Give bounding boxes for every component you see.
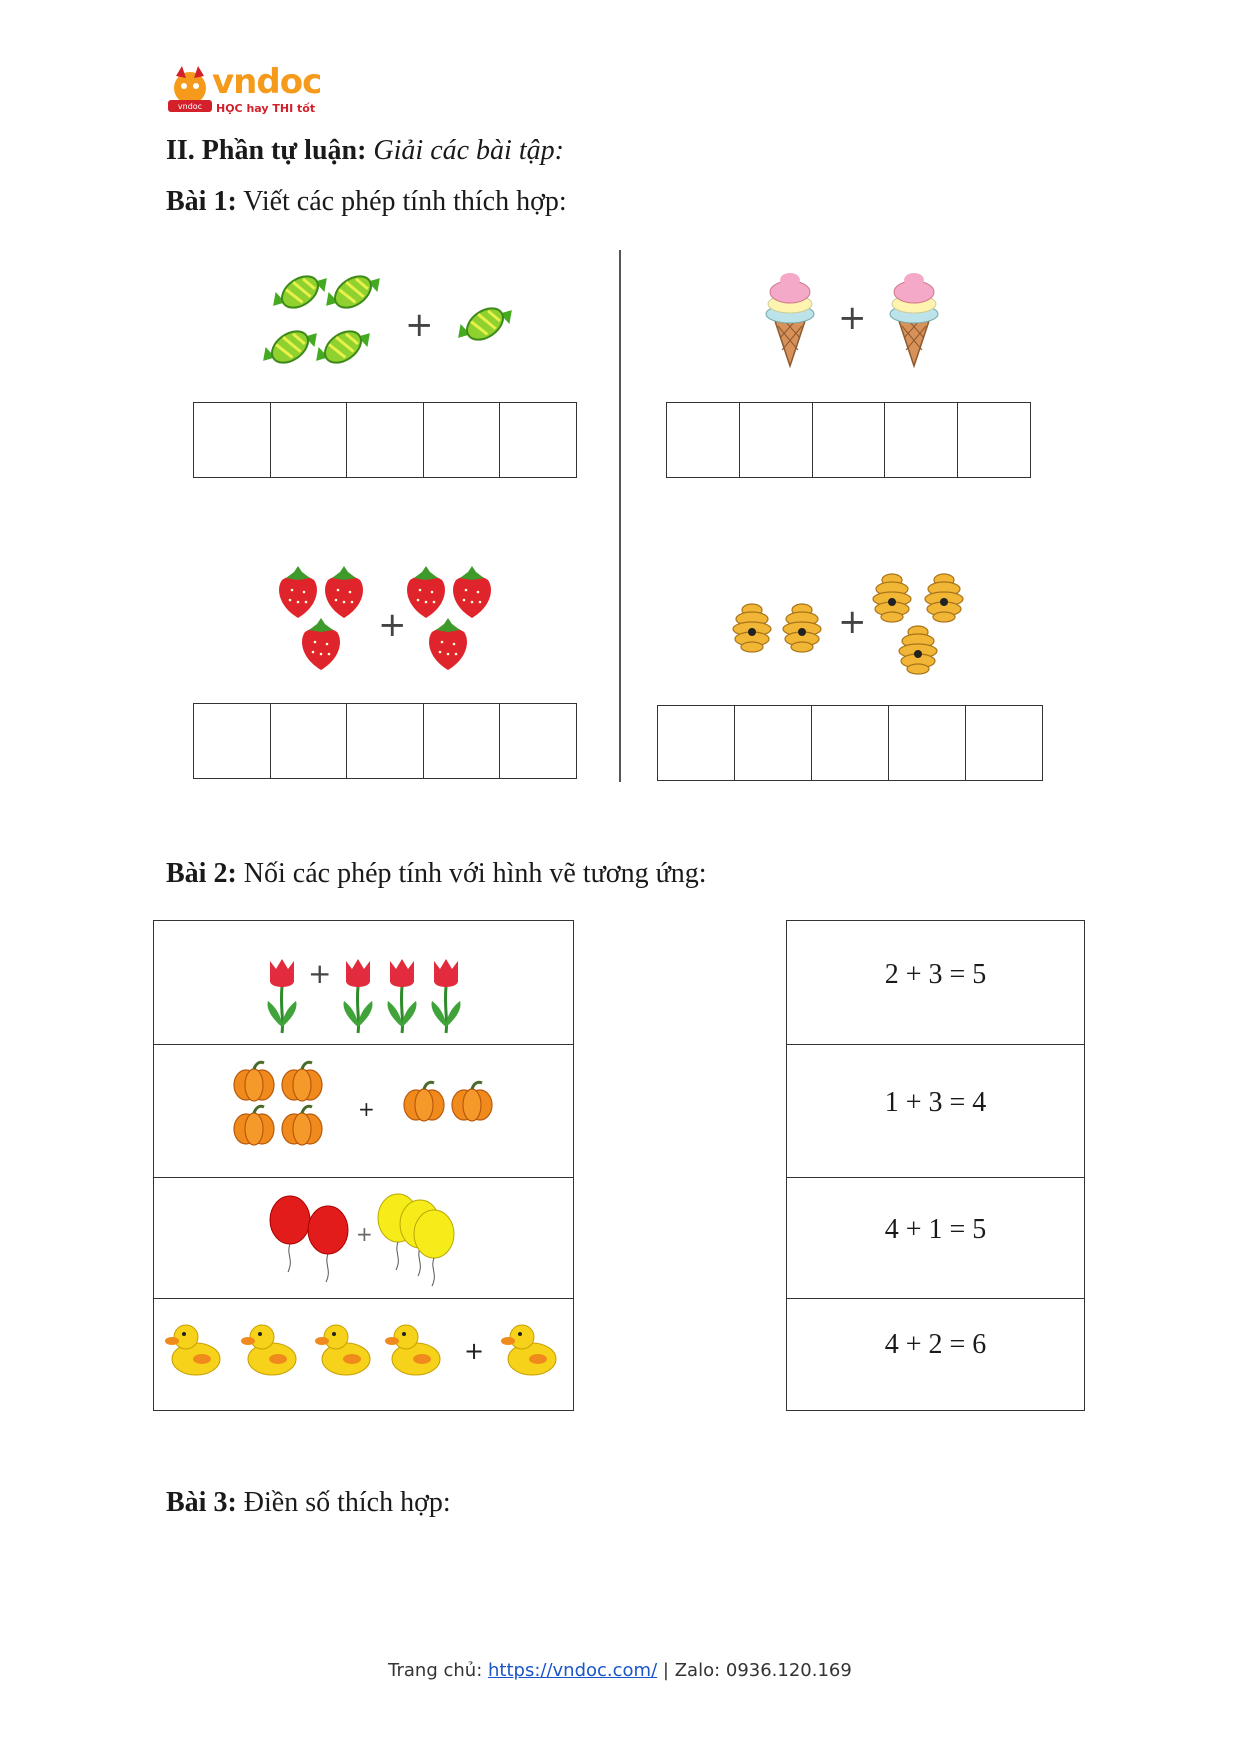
red-balloon-icon [308,1206,348,1282]
bai1-text: Viết các phép tính thích hợp: [243,186,567,217]
answer-cell[interactable] [885,403,958,478]
icecream-icon [890,273,938,366]
beehive-icon [899,626,937,674]
candy-icon [320,263,385,320]
equation-row[interactable] [787,1299,1084,1410]
section-title-italic: Giải các bài tập: [373,135,564,166]
pumpkin-icon [234,1106,274,1145]
plus-sign: + [358,1097,375,1121]
answer-cell[interactable] [966,706,1043,781]
bai3-text: Điền số thích hợp: [243,1487,451,1518]
equation-text: 4 + 2 = 6 [884,1329,987,1360]
answer-cell[interactable] [347,704,424,779]
tulip-icon [388,959,417,1033]
strawberry-icon [325,566,363,618]
footer-home-label: Trang chủ: [388,1660,483,1681]
vndoc-logo [166,62,326,122]
duck-icon [385,1325,440,1375]
duck-icon [241,1325,296,1375]
equation-row[interactable] [787,1178,1084,1299]
footer-home-link[interactable]: https://vndoc.com/ [488,1660,658,1681]
plus-sign: + [308,957,332,990]
answer-boxes[interactable] [193,703,577,779]
answer-cell[interactable] [658,706,735,781]
candy-icon [452,295,515,352]
bai1-label: Bài 1: [166,186,237,217]
duck-icon [165,1325,220,1375]
answer-cell[interactable] [812,706,889,781]
bai3-label: Bài 3: [166,1487,237,1518]
bai3-heading [166,1487,451,1519]
answer-cell[interactable] [813,403,886,478]
candy-icon [267,263,332,320]
strawberry-icon [279,566,317,618]
plus-sign: + [838,602,867,642]
logo-tagline: HỌC hay THI tốt [216,102,316,115]
plus-sign: + [356,1222,373,1246]
tulip-icon [268,959,297,1033]
pumpkin-icon [282,1062,322,1101]
equation-row[interactable] [787,1045,1084,1178]
page-footer [0,1660,1240,1681]
answer-cell[interactable] [958,403,1031,478]
plus-sign: + [378,605,407,645]
strawberry-icon [302,618,340,670]
tulip-icon [344,959,373,1033]
answer-cell[interactable] [500,704,577,779]
answer-boxes[interactable] [657,705,1043,781]
picture-row-pumpkins[interactable] [154,1045,573,1178]
icecream-icon [766,273,814,366]
picture-row-balloons[interactable] [154,1178,573,1299]
equation-row[interactable] [787,921,1084,1045]
pumpkin-icon [452,1082,492,1121]
candies-illustration [255,262,515,378]
picture-row-tulips[interactable] [154,921,573,1045]
logo-brand: vndoc [212,62,322,102]
duck-icon [315,1325,370,1375]
bai1-divider [619,250,621,782]
bai2-label: Bài 2: [166,858,237,889]
pumpkin-icon [282,1106,322,1145]
answer-cell[interactable] [735,706,812,781]
plus-sign: + [464,1337,485,1365]
pictures-table [153,920,574,1411]
picture-row-ducks[interactable] [154,1299,573,1410]
strawberry-icon [407,566,445,618]
strawberry-icon [429,618,467,670]
answer-cell[interactable] [347,403,424,478]
section-title-bold: II. Phần tự luận: [166,135,367,166]
bai1-heading [166,186,567,218]
equations-table [786,920,1085,1411]
answer-cell[interactable] [271,704,348,779]
answer-cell[interactable] [424,403,501,478]
red-balloon-icon [270,1196,310,1272]
answer-cell[interactable] [194,403,271,478]
answer-cell[interactable] [740,403,813,478]
yellow-balloon-icon [414,1210,454,1286]
tulips-illustration [154,921,573,1045]
answer-boxes[interactable] [666,402,1031,478]
footer-zalo: Zalo: 0936.120.169 [674,1660,852,1681]
footer-separator: | [662,1660,669,1681]
plus-sign: + [838,298,867,338]
tulip-icon [432,959,461,1033]
bai2-text: Nối các phép tính với hình vẽ tương ứng: [243,858,707,889]
pumpkin-icon [234,1062,274,1101]
duck-icon [501,1325,556,1375]
equation-text: 4 + 1 = 5 [884,1214,987,1245]
strawberry-icon [453,566,491,618]
candy-icon [310,318,375,375]
answer-cell[interactable] [667,403,740,478]
plus-sign: + [405,305,434,345]
answer-cell[interactable] [424,704,501,779]
beehive-icon [925,574,963,622]
beehive-icon [783,604,821,652]
answer-cell[interactable] [271,403,348,478]
beehive-icon [733,604,771,652]
answer-cell[interactable] [500,403,577,478]
equation-text: 2 + 3 = 5 [884,959,987,990]
beehive-icon [873,574,911,622]
section-title [166,135,564,167]
ducks-illustration [154,1299,573,1410]
bai2-heading [166,858,707,890]
equation-text: 1 + 3 = 4 [884,1087,987,1118]
candy-icon [257,318,322,375]
pumpkin-icon [404,1082,444,1121]
answer-boxes[interactable] [193,402,577,478]
logo-mascot-icon [166,66,214,120]
answer-cell[interactable] [194,704,271,779]
answer-cell[interactable] [889,706,966,781]
svg-text:vndoc: vndoc [177,102,203,111]
